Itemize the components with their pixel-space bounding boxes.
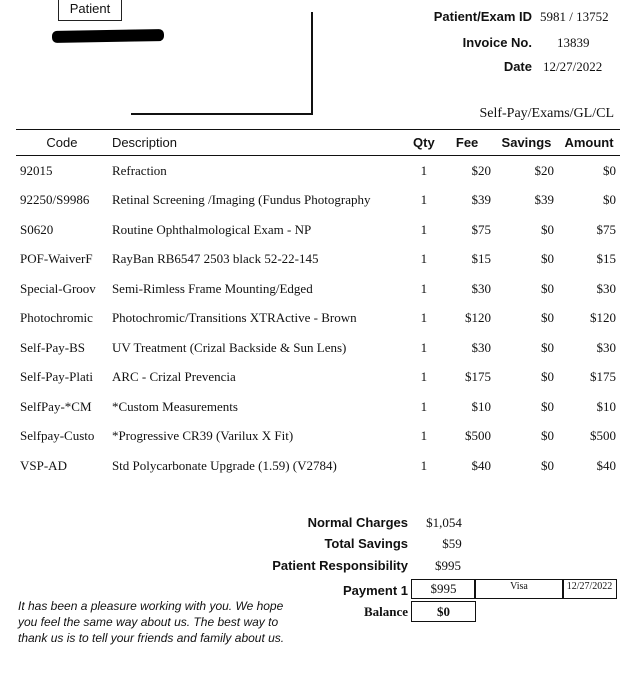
cell-qty: 1	[420, 339, 428, 355]
cell-code: Self-Pay-BS	[20, 339, 85, 355]
cell-savings: $0	[540, 369, 554, 385]
cell-fee: $175	[464, 369, 491, 385]
cell-description: Routine Ophthalmological Exam - NP	[111, 221, 312, 237]
cell-amount: $0	[603, 162, 616, 178]
cell-description: Semi-Rimless Frame Mounting/Edged	[111, 280, 313, 296]
cell-description: RayBan RB6547 2503 black 52-22-145	[111, 251, 319, 267]
cell-description: *Custom Measurements	[111, 398, 238, 414]
cell-code: 92250/S9986	[20, 192, 90, 208]
cell-savings: $0	[540, 428, 554, 444]
col-qty: Qty	[409, 130, 440, 156]
cell-savings: $0	[540, 398, 554, 414]
cell-code: Selfpay-Custo	[20, 428, 95, 444]
redacted-patient-name	[52, 29, 164, 43]
col-amount: Amount	[558, 130, 620, 156]
cell-fee: $39	[471, 192, 491, 208]
date-value: 12/27/2022	[543, 59, 603, 74]
invoice-value: 13839	[557, 35, 590, 50]
exam-id-value: 5981 / 13752	[540, 9, 609, 24]
cell-amount: $120	[590, 310, 616, 326]
cell-description: Std Polycarbonate Upgrade (1.59) (V2784)	[111, 457, 337, 473]
total-savings-value: $59	[442, 536, 462, 551]
cell-amount: $40	[596, 457, 616, 473]
cell-description: Photochromic/Transitions XTRActive - Brown	[111, 310, 357, 326]
col-savings: Savings	[495, 130, 558, 156]
cell-qty: 1	[420, 428, 428, 444]
cell-code: Special-Groov	[20, 280, 96, 296]
cell-description: UV Treatment (Crizal Backside & Sun Lens)	[111, 339, 347, 355]
cell-amount: $75	[596, 221, 616, 237]
cell-code: Photochromic	[20, 310, 93, 326]
cell-qty: 1	[420, 280, 428, 296]
table-row	[16, 392, 620, 422]
cell-fee: $10	[471, 398, 491, 414]
cell-qty: 1	[420, 398, 428, 414]
cell-code: 92015	[20, 162, 53, 178]
cell-code: VSP-AD	[20, 457, 67, 473]
cell-savings: $0	[540, 339, 554, 355]
cell-amount: $0	[603, 192, 616, 208]
normal-charges-value: $1,054	[426, 515, 462, 530]
cell-code: POF-WaiverF	[20, 251, 93, 267]
cell-qty: 1	[420, 221, 428, 237]
payment-amount: $995	[411, 579, 476, 599]
invoice-category: Self-Pay/Exams/GL/CL	[479, 106, 614, 121]
cell-amount: $15	[596, 251, 616, 267]
table-row	[16, 245, 620, 275]
cell-fee: $40	[471, 457, 491, 473]
cell-amount: $30	[596, 280, 616, 296]
table-row	[16, 333, 620, 363]
cell-qty: 1	[420, 251, 428, 267]
payment-method: Visa	[474, 579, 564, 599]
exam-id-label: Patient/Exam ID	[433, 9, 532, 24]
cell-fee: $75	[471, 221, 491, 237]
cell-qty: 1	[420, 162, 428, 178]
cell-savings: $0	[540, 457, 554, 473]
cell-amount: $10	[596, 398, 616, 414]
table-header-row	[16, 130, 620, 156]
table-row	[16, 422, 620, 452]
table-row	[16, 451, 620, 481]
patient-responsibility-value: $995	[435, 558, 461, 573]
total-savings-label: Total Savings	[324, 536, 408, 551]
address-frame-right	[311, 12, 313, 115]
cell-fee: $30	[471, 280, 491, 296]
cell-qty: 1	[420, 457, 428, 473]
date-label: Date	[503, 59, 532, 74]
table-row	[16, 304, 620, 334]
cell-amount: $30	[596, 339, 616, 355]
cell-savings: $20	[534, 162, 554, 178]
patient-tag: Patient	[58, 0, 122, 21]
cell-description: ARC - Crizal Prevencia	[111, 369, 236, 385]
cell-amount: $175	[590, 369, 616, 385]
normal-charges-label: Normal Charges	[307, 515, 408, 530]
cell-savings: $0	[540, 251, 554, 267]
thank-you-message: It has been a pleasure working with you. We hope you feel the same way about us. The best way to thank us is to tell your friends and family about us.	[18, 599, 285, 645]
table-row	[16, 186, 620, 216]
table-row	[16, 274, 620, 304]
cell-description: Refraction	[111, 162, 167, 178]
cell-fee: $120	[464, 310, 491, 326]
col-fee: Fee	[439, 130, 495, 156]
cell-fee: $30	[471, 339, 491, 355]
address-frame-bottom	[131, 113, 313, 115]
cell-savings: $0	[540, 280, 554, 296]
cell-fee: $20	[471, 162, 491, 178]
col-description: Description	[108, 130, 409, 156]
cell-amount: $500	[590, 428, 616, 444]
cell-fee: $500	[464, 428, 491, 444]
line-items-table	[16, 129, 620, 481]
cell-code: SelfPay-*CM	[20, 398, 92, 414]
cell-description: *Progressive CR39 (Varilux X Fit)	[111, 428, 294, 444]
col-code: Code	[16, 130, 108, 156]
cell-qty: 1	[420, 192, 428, 208]
cell-code: S0620	[20, 221, 54, 237]
balance-value: $0	[411, 601, 476, 622]
payment-date: 12/27/2022	[562, 579, 617, 599]
cell-code: Self-Pay-Plati	[20, 369, 93, 385]
table-row	[16, 363, 620, 393]
balance-label: Balance	[363, 604, 408, 619]
table-row	[16, 215, 620, 245]
invoice-label: Invoice No.	[462, 35, 532, 50]
table-row	[16, 156, 620, 186]
payment-label: Payment 1	[342, 583, 408, 598]
cell-description: Retinal Screening /Imaging (Fundus Photography	[111, 192, 371, 208]
patient-responsibility-label: Patient Responsibility	[272, 558, 408, 573]
cell-savings: $39	[534, 192, 554, 208]
cell-fee: $15	[471, 251, 491, 267]
cell-qty: 1	[420, 310, 428, 326]
cell-qty: 1	[420, 369, 428, 385]
cell-savings: $0	[540, 221, 554, 237]
cell-savings: $0	[540, 310, 554, 326]
